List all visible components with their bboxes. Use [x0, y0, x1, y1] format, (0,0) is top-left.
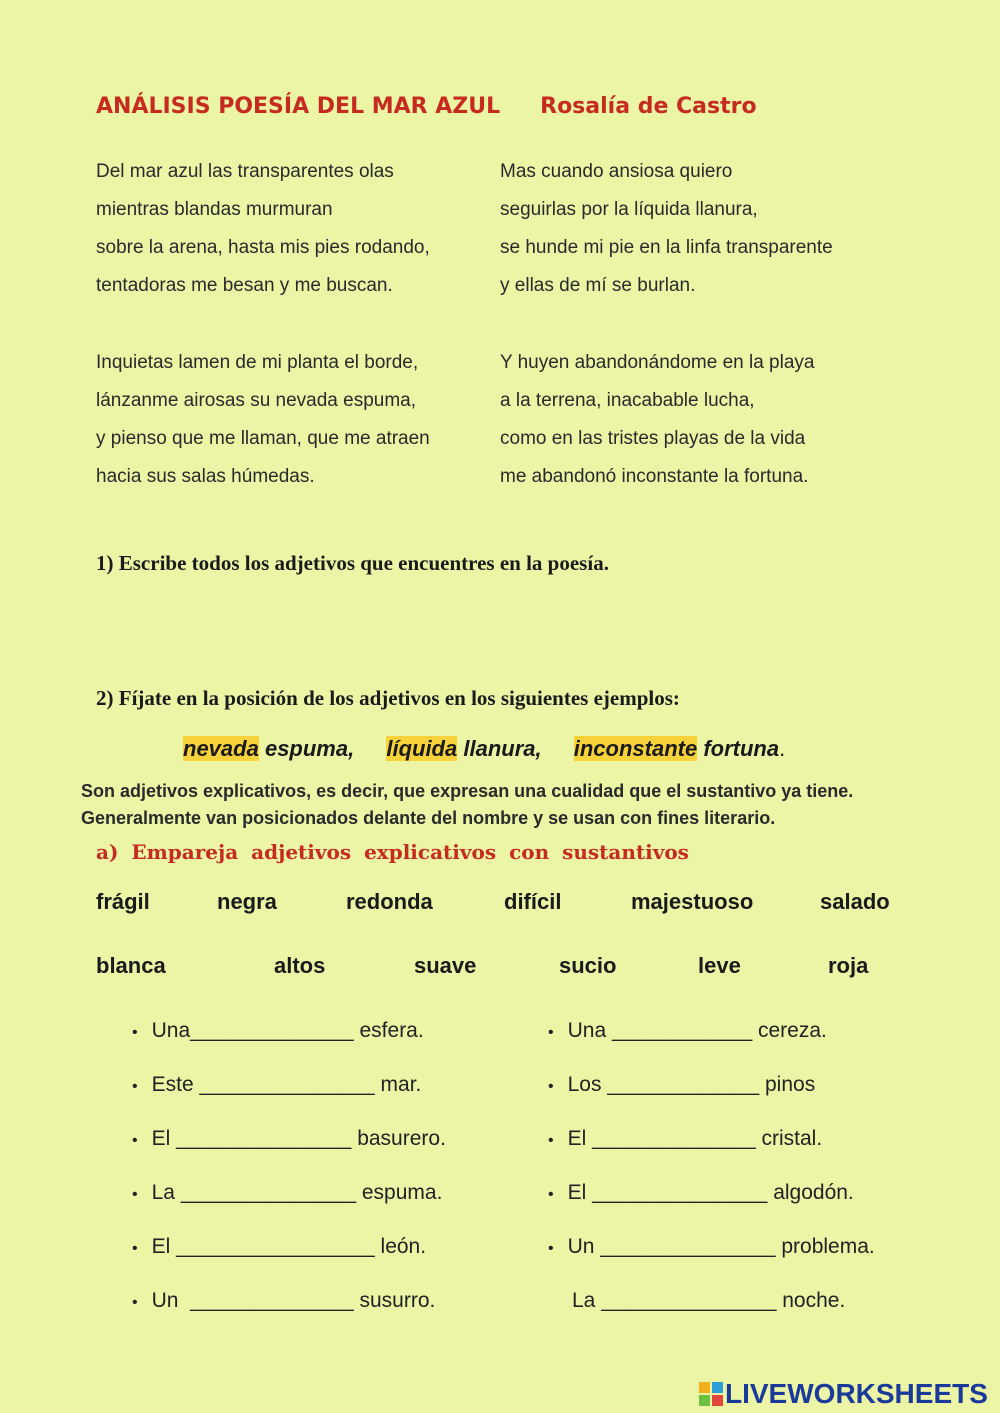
- bullet: •: [548, 1132, 554, 1149]
- bullet: •: [548, 1240, 554, 1257]
- exercise-post: mar.: [380, 1073, 422, 1096]
- poem-line: se hunde mi pie en la linfa transparente: [500, 237, 833, 258]
- exercise-pre: Los: [567, 1073, 602, 1096]
- bullet: •: [132, 1294, 138, 1311]
- blank-input[interactable]: _______________: [601, 1289, 777, 1312]
- example-noun: fortuna: [703, 736, 780, 761]
- poem-line: Mas cuando ansiosa quiero: [500, 161, 733, 182]
- exercise-item: [132, 1289, 435, 1313]
- poem-line: seguirlas por la líquida llanura,: [500, 199, 758, 220]
- bullet: •: [132, 1240, 138, 1257]
- poem-line: mientras blandas murmuran: [96, 199, 333, 220]
- word-bank-item[interactable]: suave: [414, 953, 477, 978]
- exercise-item: [572, 1289, 845, 1313]
- exercise-item: [548, 1235, 875, 1259]
- word-bank-item[interactable]: majestuoso: [631, 889, 754, 914]
- logo-text: LIVEWORKSHEETS: [725, 1378, 988, 1409]
- exercise-post: cereza.: [757, 1019, 827, 1042]
- bullet: •: [132, 1186, 138, 1203]
- exercise-item: [132, 1181, 442, 1205]
- blank-input[interactable]: ____________: [611, 1019, 753, 1042]
- exercise-pre: Una: [151, 1019, 191, 1042]
- blank-input[interactable]: _______________: [199, 1073, 375, 1096]
- blank-input[interactable]: _____________: [607, 1073, 760, 1096]
- poem-line: tentadoras me besan y me buscan.: [96, 275, 393, 296]
- bullet: •: [132, 1024, 138, 1041]
- exercise-post: algodón.: [773, 1181, 854, 1204]
- example-period: .: [779, 736, 786, 761]
- blank-input[interactable]: _______________: [180, 1181, 357, 1204]
- exercise-item: [132, 1235, 426, 1259]
- example-adjective: inconstante: [573, 736, 698, 761]
- question-1: 1) Escribe todos los adjetivos que encuentres en la poesía.: [96, 551, 609, 575]
- blank-input[interactable]: ______________: [190, 1289, 354, 1312]
- exercise-pre: El: [151, 1127, 171, 1150]
- blank-input[interactable]: ______________: [190, 1019, 354, 1042]
- exercise-post: susurro.: [359, 1289, 436, 1312]
- exercise-post: esfera.: [359, 1019, 424, 1042]
- liveworksheets-logo-icon: [699, 1382, 723, 1406]
- poem-stanza-4: [500, 344, 814, 496]
- exercise-pre: La: [572, 1289, 596, 1312]
- poem-line: Y huyen abandonándome en la playa: [500, 352, 815, 373]
- explanation-text: Son adjetivos explicativos, es decir, que expresan una cualidad que el sustantivo ya tiene. Generalmente van posicionados delante del nombre y se usan con fines literario.: [81, 781, 854, 828]
- blank-input[interactable]: _______________: [600, 1235, 776, 1258]
- poem-line: a la terrena, inacabable lucha,: [500, 390, 755, 411]
- blank-input[interactable]: ______________: [592, 1127, 756, 1150]
- example-adjective: nevada: [183, 736, 259, 761]
- bullet: •: [132, 1078, 138, 1095]
- title-text: ANÁLISIS POESÍA DEL MAR AZUL: [96, 94, 501, 119]
- exercise-post: pinos: [765, 1073, 816, 1096]
- poem-line: y ellas de mí se burlan.: [500, 275, 696, 296]
- exercise-item: [548, 1019, 827, 1043]
- word-bank-item[interactable]: blanca: [96, 953, 166, 978]
- bullet: •: [548, 1186, 554, 1203]
- exercise-pre: El: [151, 1235, 171, 1258]
- bullet: •: [548, 1078, 554, 1095]
- exercise-pre: El: [567, 1181, 587, 1204]
- exercise-item: [132, 1073, 421, 1097]
- poem-line: lánzanme airosas su nevada espuma,: [96, 390, 417, 411]
- word-bank-item[interactable]: roja: [828, 953, 869, 978]
- word-bank-item[interactable]: negra: [217, 889, 277, 914]
- exercise-pre: La: [151, 1181, 175, 1204]
- blank-input[interactable]: _________________: [176, 1235, 375, 1258]
- exercise-pre: Este: [151, 1073, 194, 1096]
- word-bank-item[interactable]: difícil: [504, 889, 562, 914]
- word-bank-item[interactable]: frágil: [96, 889, 150, 914]
- exercise-item: [132, 1019, 424, 1043]
- exercise-post: cristal.: [761, 1127, 823, 1150]
- exercise-pre: Una: [567, 1019, 607, 1042]
- liveworksheets-logo: [699, 1378, 988, 1410]
- poem-line: Del mar azul las transparentes olas: [96, 161, 394, 182]
- subquestion-a: a) Empareja adjetivos explicativos con sustantivos: [96, 840, 689, 864]
- example-adjective: líquida: [386, 736, 458, 761]
- page-title: [96, 94, 757, 119]
- poem-line: sobre la arena, hasta mis pies rodando,: [96, 237, 430, 258]
- author-name: Rosalía de Castro: [540, 94, 757, 119]
- adjective-examples: [183, 736, 785, 762]
- word-bank-item[interactable]: leve: [698, 953, 741, 978]
- exercise-post: problema.: [781, 1235, 875, 1258]
- exercise-item: [132, 1127, 446, 1151]
- poem-stanza-2: [500, 153, 833, 305]
- poem-line: y pienso que me llaman, que me atraen: [96, 428, 430, 449]
- exercise-post: espuma.: [361, 1181, 443, 1204]
- exercise-post: león.: [380, 1235, 427, 1258]
- word-bank-item[interactable]: altos: [274, 953, 326, 978]
- blank-input[interactable]: _______________: [592, 1181, 768, 1204]
- poem-line: Inquietas lamen de mi planta el borde,: [96, 352, 419, 373]
- exercise-item: [548, 1181, 854, 1205]
- bullet: •: [548, 1024, 554, 1041]
- word-bank-item[interactable]: salado: [820, 889, 890, 914]
- poem-stanza-3: [96, 344, 430, 496]
- blank-input[interactable]: _______________: [176, 1127, 352, 1150]
- example-noun: llanura,: [463, 736, 542, 761]
- exercise-pre: El: [567, 1127, 587, 1150]
- poem-stanza-1: [96, 153, 430, 305]
- bullet: •: [132, 1132, 138, 1149]
- poem-line: como en las tristes playas de la vida: [500, 428, 806, 449]
- word-bank-item[interactable]: sucio: [559, 953, 617, 978]
- exercise-post: basurero.: [357, 1127, 446, 1150]
- exercise-pre: Un: [567, 1235, 595, 1258]
- exercise-item: [548, 1073, 815, 1097]
- example-noun: espuma,: [264, 736, 355, 761]
- poem-line: me abandonó inconstante la fortuna.: [500, 466, 809, 487]
- exercise-post: noche.: [782, 1289, 846, 1312]
- exercise-pre: Un: [151, 1289, 179, 1312]
- question-2: 2) Fíjate en la posición de los adjetivos en los siguientes ejemplos:: [96, 686, 680, 710]
- poem-line: hacia sus salas húmedas.: [96, 466, 315, 487]
- exercise-item: [548, 1127, 822, 1151]
- word-bank-item[interactable]: redonda: [346, 889, 433, 914]
